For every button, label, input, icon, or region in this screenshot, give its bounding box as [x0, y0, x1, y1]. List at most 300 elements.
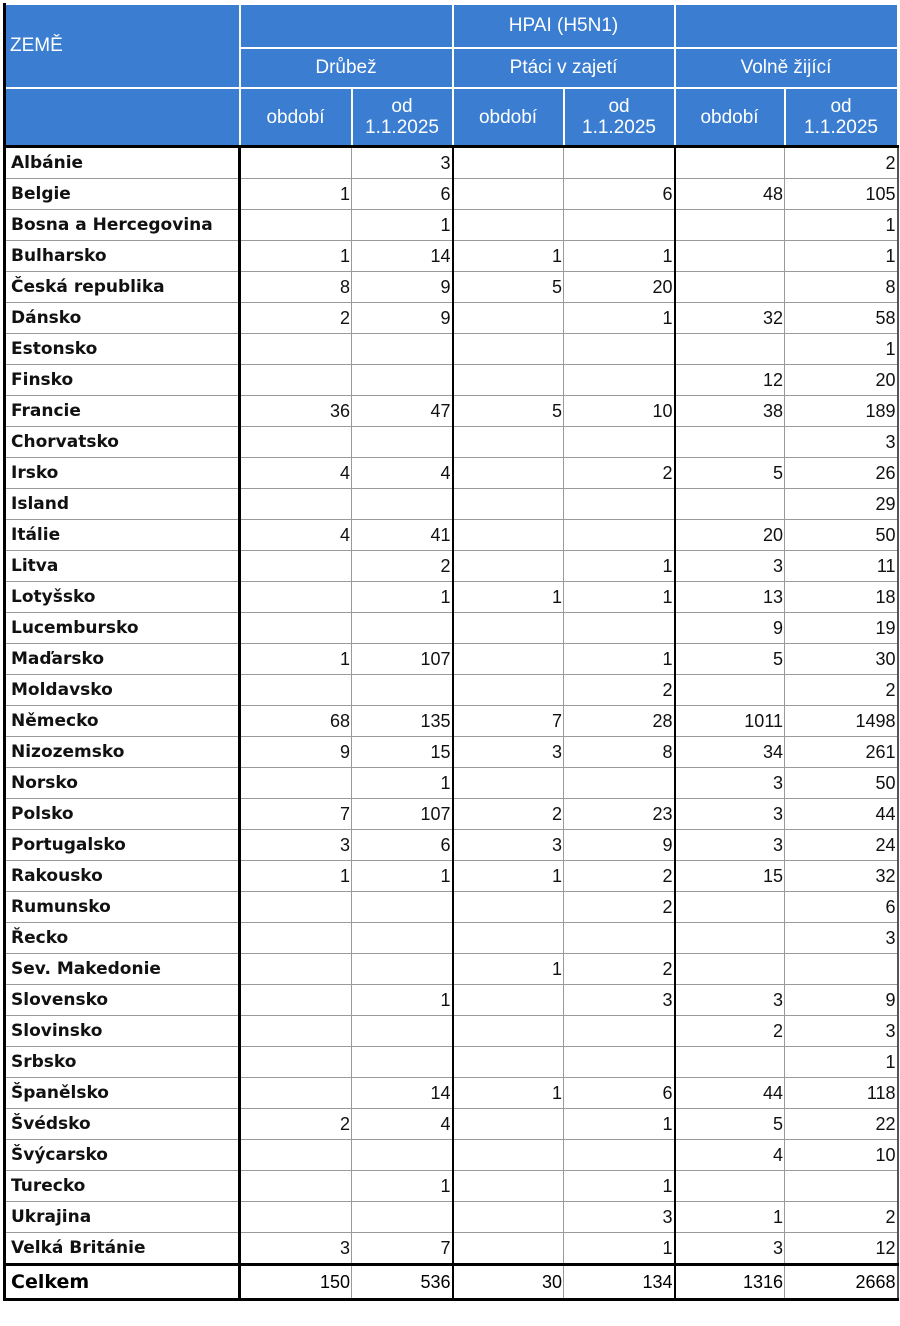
- count-cell: 6: [564, 1078, 675, 1109]
- count-cell: 4: [240, 520, 352, 551]
- count-cell: 5: [453, 272, 564, 303]
- country-name: Portugalsko: [5, 830, 240, 861]
- count-cell: 12: [785, 1233, 898, 1265]
- count-cell: [352, 1140, 453, 1171]
- table-row: [5, 1109, 898, 1140]
- count-cell: 2: [785, 1202, 898, 1233]
- count-cell: 1: [564, 303, 675, 334]
- count-cell: 107: [352, 799, 453, 830]
- count-cell: 9: [785, 985, 898, 1016]
- count-cell: [785, 1171, 898, 1202]
- count-cell: 1: [675, 1202, 785, 1233]
- count-cell: 12: [675, 365, 785, 396]
- count-cell: 6: [352, 179, 453, 210]
- count-cell: [240, 1171, 352, 1202]
- count-cell: [675, 272, 785, 303]
- count-cell: 3: [675, 768, 785, 799]
- table-row: [5, 892, 898, 923]
- country-name: Rakousko: [5, 861, 240, 892]
- country-name: Srbsko: [5, 1047, 240, 1078]
- count-cell: 4: [240, 458, 352, 489]
- count-cell: [453, 644, 564, 675]
- country-name: Nizozemsko: [5, 737, 240, 768]
- sub-header-period: [240, 88, 352, 147]
- count-cell: 1: [564, 1171, 675, 1202]
- count-cell: 2: [785, 147, 898, 179]
- country-name: Bosna a Hercegovina: [5, 210, 240, 241]
- country-name: Belgie: [5, 179, 240, 210]
- country-name: Litva: [5, 551, 240, 582]
- count-cell: [352, 613, 453, 644]
- count-cell: 1: [453, 1078, 564, 1109]
- count-cell: [564, 427, 675, 458]
- count-cell: [240, 1016, 352, 1047]
- count-cell: 41: [352, 520, 453, 551]
- count-cell: [240, 1202, 352, 1233]
- count-cell: 50: [785, 520, 898, 551]
- count-cell: [240, 954, 352, 985]
- count-cell: [453, 458, 564, 489]
- count-cell: 23: [564, 799, 675, 830]
- table-row: [5, 334, 898, 365]
- count-cell: 14: [352, 241, 453, 272]
- count-cell: 4: [352, 458, 453, 489]
- count-cell: 44: [675, 1078, 785, 1109]
- table-row: [5, 1078, 898, 1109]
- count-cell: [564, 210, 675, 241]
- sub-header-since: [564, 88, 675, 147]
- table-row: [5, 365, 898, 396]
- country-name: Německo: [5, 706, 240, 737]
- count-cell: [240, 334, 352, 365]
- sub-header-period-label: období: [478, 106, 538, 128]
- count-cell: 3: [675, 551, 785, 582]
- count-cell: 6: [564, 179, 675, 210]
- count-cell: 1: [564, 551, 675, 582]
- count-cell: 1: [785, 334, 898, 365]
- count-cell: [675, 1047, 785, 1078]
- count-cell: [564, 1016, 675, 1047]
- count-cell: 58: [785, 303, 898, 334]
- count-cell: 4: [352, 1109, 453, 1140]
- count-cell: 20: [785, 365, 898, 396]
- count-cell: 1498: [785, 706, 898, 737]
- count-cell: 8: [785, 272, 898, 303]
- table-row: [5, 644, 898, 675]
- count-cell: [675, 954, 785, 985]
- count-cell: [453, 303, 564, 334]
- count-cell: [453, 1016, 564, 1047]
- table-row: [5, 737, 898, 768]
- header-blank-right: [675, 4, 898, 48]
- country-name: Maďarsko: [5, 644, 240, 675]
- count-cell: 189: [785, 396, 898, 427]
- total-cell: 1316: [675, 1265, 785, 1300]
- count-cell: [453, 1202, 564, 1233]
- country-name: Itálie: [5, 520, 240, 551]
- count-cell: 24: [785, 830, 898, 861]
- count-cell: 3: [785, 1016, 898, 1047]
- count-cell: [564, 1140, 675, 1171]
- count-cell: 2: [564, 892, 675, 923]
- sub-header-since-line1: od: [391, 96, 413, 117]
- count-cell: [675, 210, 785, 241]
- count-cell: 20: [675, 520, 785, 551]
- country-name: Švýcarsko: [5, 1140, 240, 1171]
- table-row: [5, 582, 898, 613]
- count-cell: 1: [785, 210, 898, 241]
- count-cell: 118: [785, 1078, 898, 1109]
- count-cell: 50: [785, 768, 898, 799]
- table-row: [5, 303, 898, 334]
- count-cell: [240, 147, 352, 179]
- table-row: [5, 147, 898, 179]
- country-name: Francie: [5, 396, 240, 427]
- table-row: [5, 861, 898, 892]
- count-cell: [564, 365, 675, 396]
- count-cell: 38: [675, 396, 785, 427]
- count-cell: [675, 241, 785, 272]
- total-cell: 30: [453, 1265, 564, 1300]
- count-cell: 1: [352, 1171, 453, 1202]
- count-cell: [240, 923, 352, 954]
- count-cell: 4: [675, 1140, 785, 1171]
- count-cell: 5: [453, 396, 564, 427]
- count-cell: 1: [453, 954, 564, 985]
- count-cell: 8: [564, 737, 675, 768]
- count-cell: 2: [240, 303, 352, 334]
- count-cell: 1: [352, 210, 453, 241]
- count-cell: 6: [352, 830, 453, 861]
- count-cell: 5: [675, 1109, 785, 1140]
- count-cell: [240, 892, 352, 923]
- count-cell: 1: [564, 1109, 675, 1140]
- table-body: [5, 147, 898, 1265]
- count-cell: [564, 923, 675, 954]
- table-row: [5, 1171, 898, 1202]
- count-cell: 22: [785, 1109, 898, 1140]
- country-name: Estonsko: [5, 334, 240, 365]
- count-cell: [453, 334, 564, 365]
- count-cell: [564, 334, 675, 365]
- sub-header-period-label: období: [266, 106, 325, 128]
- sub-header-since-line2: 1.1.2025: [804, 117, 878, 138]
- group-header-captive-birds: Ptáci v zajetí: [453, 48, 675, 88]
- count-cell: 3: [675, 830, 785, 861]
- count-cell: 2: [240, 1109, 352, 1140]
- virus-header: HPAI (H5N1): [453, 4, 675, 48]
- count-cell: 11: [785, 551, 898, 582]
- table-row: [5, 551, 898, 582]
- count-cell: 3: [240, 1233, 352, 1265]
- count-cell: 2: [564, 861, 675, 892]
- table-row: [5, 1202, 898, 1233]
- country-name: Ukrajina: [5, 1202, 240, 1233]
- count-cell: 1: [785, 1047, 898, 1078]
- count-cell: [564, 147, 675, 179]
- table-row: [5, 923, 898, 954]
- count-cell: 2: [675, 1016, 785, 1047]
- count-cell: [453, 179, 564, 210]
- count-cell: [453, 1109, 564, 1140]
- count-cell: 1: [564, 1233, 675, 1265]
- count-cell: 2: [785, 675, 898, 706]
- count-cell: 10: [564, 396, 675, 427]
- count-cell: [675, 1171, 785, 1202]
- count-cell: [240, 1078, 352, 1109]
- table-row: [5, 954, 898, 985]
- country-name: Švédsko: [5, 1109, 240, 1140]
- country-name: Slovensko: [5, 985, 240, 1016]
- count-cell: 3: [453, 737, 564, 768]
- count-cell: 48: [675, 179, 785, 210]
- total-row: [5, 1265, 898, 1300]
- count-cell: [352, 892, 453, 923]
- count-cell: 28: [564, 706, 675, 737]
- count-cell: 1: [785, 241, 898, 272]
- country-name: Bulharsko: [5, 241, 240, 272]
- count-cell: [352, 1047, 453, 1078]
- count-cell: 9: [240, 737, 352, 768]
- count-cell: 9: [352, 272, 453, 303]
- country-column-header: ZEMĚ: [5, 4, 240, 88]
- sub-header-since-line1: od: [830, 96, 852, 117]
- count-cell: [675, 334, 785, 365]
- table-row: [5, 830, 898, 861]
- count-cell: 9: [564, 830, 675, 861]
- table-row: [5, 768, 898, 799]
- count-cell: 32: [675, 303, 785, 334]
- country-name: Velká Británie: [5, 1233, 240, 1265]
- count-cell: [453, 1047, 564, 1078]
- count-cell: 6: [785, 892, 898, 923]
- count-cell: [352, 489, 453, 520]
- table-row: [5, 1016, 898, 1047]
- outbreak-table-container: [3, 3, 896, 1301]
- country-name: Albánie: [5, 147, 240, 179]
- count-cell: [453, 923, 564, 954]
- sub-header-since-line2: 1.1.2025: [582, 117, 656, 138]
- total-cell: 2668: [785, 1265, 898, 1300]
- country-name: Dánsko: [5, 303, 240, 334]
- count-cell: [453, 675, 564, 706]
- count-cell: 8: [240, 272, 352, 303]
- count-cell: 29: [785, 489, 898, 520]
- count-cell: [240, 210, 352, 241]
- count-cell: [240, 582, 352, 613]
- count-cell: 36: [240, 396, 352, 427]
- count-cell: 7: [453, 706, 564, 737]
- count-cell: 9: [675, 613, 785, 644]
- count-cell: 3: [564, 1202, 675, 1233]
- count-cell: [675, 147, 785, 179]
- count-cell: [675, 675, 785, 706]
- count-cell: 3: [240, 830, 352, 861]
- count-cell: [785, 954, 898, 985]
- count-cell: [240, 675, 352, 706]
- count-cell: [453, 1140, 564, 1171]
- count-cell: 1: [564, 582, 675, 613]
- count-cell: [675, 489, 785, 520]
- count-cell: 5: [675, 644, 785, 675]
- count-cell: [240, 489, 352, 520]
- country-name: Finsko: [5, 365, 240, 396]
- country-name: Irsko: [5, 458, 240, 489]
- table-row: [5, 706, 898, 737]
- count-cell: 1: [352, 861, 453, 892]
- count-cell: 3: [675, 1233, 785, 1265]
- count-cell: 1: [564, 644, 675, 675]
- count-cell: 2: [453, 799, 564, 830]
- count-cell: [352, 1202, 453, 1233]
- total-label: Celkem: [5, 1265, 240, 1300]
- count-cell: 1: [352, 582, 453, 613]
- count-cell: 1: [564, 241, 675, 272]
- count-cell: 1: [453, 861, 564, 892]
- count-cell: [352, 1016, 453, 1047]
- total-cell: 150: [240, 1265, 352, 1300]
- count-cell: 44: [785, 799, 898, 830]
- count-cell: [453, 489, 564, 520]
- count-cell: 7: [240, 799, 352, 830]
- country-name: Španělsko: [5, 1078, 240, 1109]
- count-cell: [240, 985, 352, 1016]
- count-cell: 3: [675, 985, 785, 1016]
- country-name: Moldavsko: [5, 675, 240, 706]
- count-cell: [453, 210, 564, 241]
- count-cell: 68: [240, 706, 352, 737]
- count-cell: 3: [675, 799, 785, 830]
- count-cell: 10: [785, 1140, 898, 1171]
- total-cell: 134: [564, 1265, 675, 1300]
- country-name: Sev. Makedonie: [5, 954, 240, 985]
- count-cell: 13: [675, 582, 785, 613]
- country-name: Řecko: [5, 923, 240, 954]
- count-cell: [453, 1233, 564, 1265]
- country-name: Turecko: [5, 1171, 240, 1202]
- table-row: [5, 210, 898, 241]
- count-cell: [453, 147, 564, 179]
- table-header: [5, 4, 898, 147]
- count-cell: [453, 1171, 564, 1202]
- sub-header-since: [785, 88, 898, 147]
- count-cell: 2: [564, 675, 675, 706]
- country-name: Lotyšsko: [5, 582, 240, 613]
- sub-header-period: [675, 88, 785, 147]
- count-cell: 3: [453, 830, 564, 861]
- country-name: Rumunsko: [5, 892, 240, 923]
- count-cell: [240, 1047, 352, 1078]
- table-row: [5, 458, 898, 489]
- count-cell: 30: [785, 644, 898, 675]
- count-cell: [453, 768, 564, 799]
- table-footer: [5, 1265, 898, 1300]
- count-cell: 2: [564, 954, 675, 985]
- country-name: Chorvatsko: [5, 427, 240, 458]
- count-cell: [240, 551, 352, 582]
- table-row: [5, 1233, 898, 1265]
- count-cell: 18: [785, 582, 898, 613]
- header-blank-left: [240, 4, 453, 48]
- count-cell: 2: [564, 458, 675, 489]
- table-row: [5, 272, 898, 303]
- count-cell: 1: [352, 985, 453, 1016]
- count-cell: 2: [352, 551, 453, 582]
- table-row: [5, 489, 898, 520]
- count-cell: 3: [352, 147, 453, 179]
- table-row: [5, 613, 898, 644]
- country-name: Česká republika: [5, 272, 240, 303]
- count-cell: [453, 892, 564, 923]
- count-cell: [352, 427, 453, 458]
- count-cell: 3: [564, 985, 675, 1016]
- count-cell: 9: [352, 303, 453, 334]
- count-cell: [240, 613, 352, 644]
- table-row: [5, 427, 898, 458]
- count-cell: [352, 334, 453, 365]
- table-row: [5, 520, 898, 551]
- country-name: Norsko: [5, 768, 240, 799]
- count-cell: 34: [675, 737, 785, 768]
- country-header-spacer: [5, 88, 240, 147]
- country-name: Slovinsko: [5, 1016, 240, 1047]
- count-cell: [453, 520, 564, 551]
- count-cell: 107: [352, 644, 453, 675]
- count-cell: [352, 954, 453, 985]
- count-cell: [453, 613, 564, 644]
- hpai-outbreak-table: [3, 3, 899, 1301]
- count-cell: [564, 520, 675, 551]
- count-cell: 1: [453, 241, 564, 272]
- count-cell: [453, 551, 564, 582]
- sub-header-period-label: období: [700, 106, 759, 128]
- count-cell: [453, 365, 564, 396]
- count-cell: [240, 365, 352, 396]
- table-row: [5, 1140, 898, 1171]
- count-cell: [564, 1047, 675, 1078]
- count-cell: [564, 768, 675, 799]
- count-cell: 32: [785, 861, 898, 892]
- total-cell: 536: [352, 1265, 453, 1300]
- country-name: Polsko: [5, 799, 240, 830]
- table-row: [5, 985, 898, 1016]
- count-cell: [675, 892, 785, 923]
- sub-header-since-line1: od: [608, 96, 630, 117]
- count-cell: 15: [352, 737, 453, 768]
- count-cell: [564, 613, 675, 644]
- count-cell: 3: [785, 427, 898, 458]
- count-cell: 1: [453, 582, 564, 613]
- count-cell: 135: [352, 706, 453, 737]
- count-cell: [675, 923, 785, 954]
- count-cell: 1011: [675, 706, 785, 737]
- group-header-poultry: Drůbež: [240, 48, 453, 88]
- table-row: [5, 799, 898, 830]
- count-cell: 19: [785, 613, 898, 644]
- count-cell: 1: [352, 768, 453, 799]
- count-cell: [352, 675, 453, 706]
- count-cell: [675, 427, 785, 458]
- country-name: Lucembursko: [5, 613, 240, 644]
- count-cell: 5: [675, 458, 785, 489]
- sub-header-since-line2: 1.1.2025: [365, 117, 439, 138]
- table-row: [5, 179, 898, 210]
- count-cell: 14: [352, 1078, 453, 1109]
- table-row: [5, 1047, 898, 1078]
- count-cell: [352, 923, 453, 954]
- table-row: [5, 396, 898, 427]
- count-cell: 15: [675, 861, 785, 892]
